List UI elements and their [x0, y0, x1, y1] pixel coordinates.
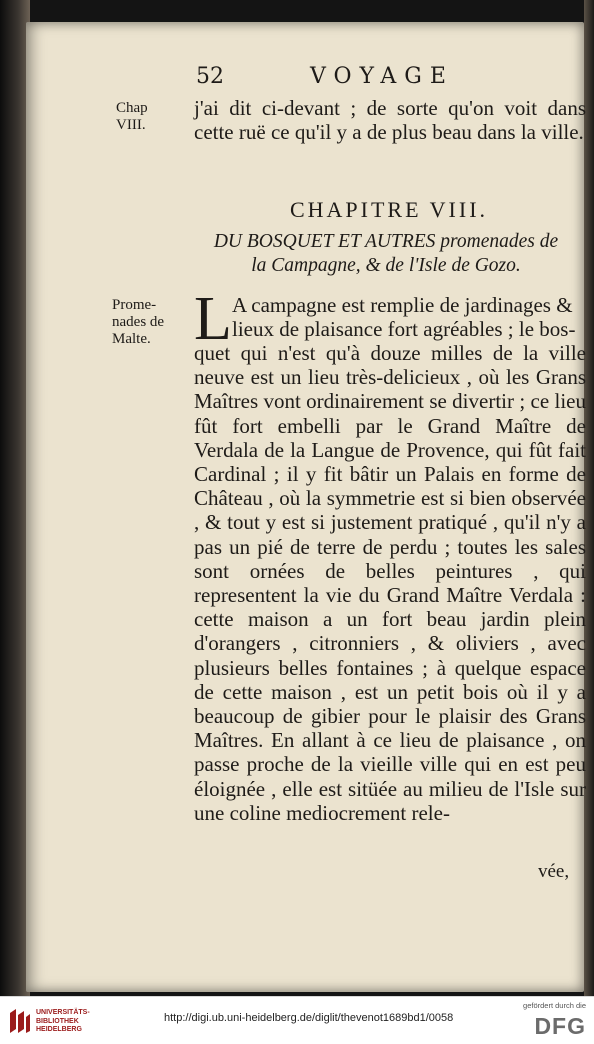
page-number: 52 [196, 64, 224, 89]
page-url-link[interactable]: http://digi.ub.uni-heidelberg.de/diglit/thevenot1689bd1/0058 [164, 1012, 454, 1024]
paragraph-body: quet qui n'est qu'à douze milles de la ville neuve est un lieu très-delicieux , où les Grans Maîtres vont ordinairement se divertir ; ce lieu fût fort embelli par le Grand Maître de Verdala de la Langue de Provence, qui fût fait Cardinal ; il y fit bâtir un Palais en forme de Château , où la symmetrie est si bien observée , & tout y est si justement pratiqué , qu'il n'y a pas un pié de terre de perdu ; toutes les sales sont ornées de belles peintures , qui representent la vie du Grand Maître Verdala : cette maison a un fort beau jardin plein d'orangers , citronniers , & oliviers , avec plusieurs belles fontaines ; à quelque espace de cette maison , est un petit bois où il y a beaucoup de gibier pour le plaisir des Grans Maîtres. En allant à ce lieu de plaisance , on passe proche de la vieille ville qui en est peu éloignée , elle est sitüée au milieu de l'Isle sur une coline mediocrement rele- [194, 341, 586, 825]
opening-line: lieux de plaisance fort agréables ; le bos- [232, 317, 576, 341]
chapter-subtitle [186, 230, 586, 278]
chapter-subtitle-line: la Campagne, & de l'Isle de Gozo. [251, 255, 521, 276]
library-name-line: HEIDELBERG [36, 1026, 82, 1033]
running-head [196, 64, 576, 92]
funder-caption: gefördert durch die [523, 1001, 586, 1010]
running-title: VOYAGE [310, 64, 454, 89]
library-logo[interactable] [8, 1005, 118, 1037]
library-name-line: UNIVERSITÄTS- [36, 1009, 90, 1016]
margin-note-line: nades de [112, 314, 165, 330]
margin-note-line: Chap [116, 100, 148, 116]
library-seal-icon [8, 1007, 32, 1035]
chapter-subtitle-line: DU BOSQUET ET AUTRES promenades de [213, 231, 559, 252]
drop-cap: L [194, 285, 232, 353]
dfg-logo-text: DFG [534, 1013, 586, 1039]
margin-note-line: Prome- [112, 297, 157, 313]
margin-note-chapter [116, 100, 176, 134]
funder-logo[interactable] [523, 1001, 590, 1041]
library-name-line: BIBLIOTHEK [36, 1017, 79, 1025]
library-name [36, 1009, 90, 1035]
paragraph-continuation: j'ai dit ci-devant ; de sorte qu'on voit dans cette ruë ce qu'il y a de plus beau dans la ville. [194, 96, 586, 145]
catchword: vée, [538, 861, 570, 882]
viewer-footer [0, 996, 594, 1044]
margin-note-line: VIII. [116, 117, 146, 133]
margin-note-promenades [112, 297, 182, 348]
opening-line: A campagne est remplie de jardinages & [232, 293, 573, 317]
chapter-title: CHAPITRE VIII. [289, 197, 489, 222]
margin-note-line: Malte. [112, 331, 151, 347]
